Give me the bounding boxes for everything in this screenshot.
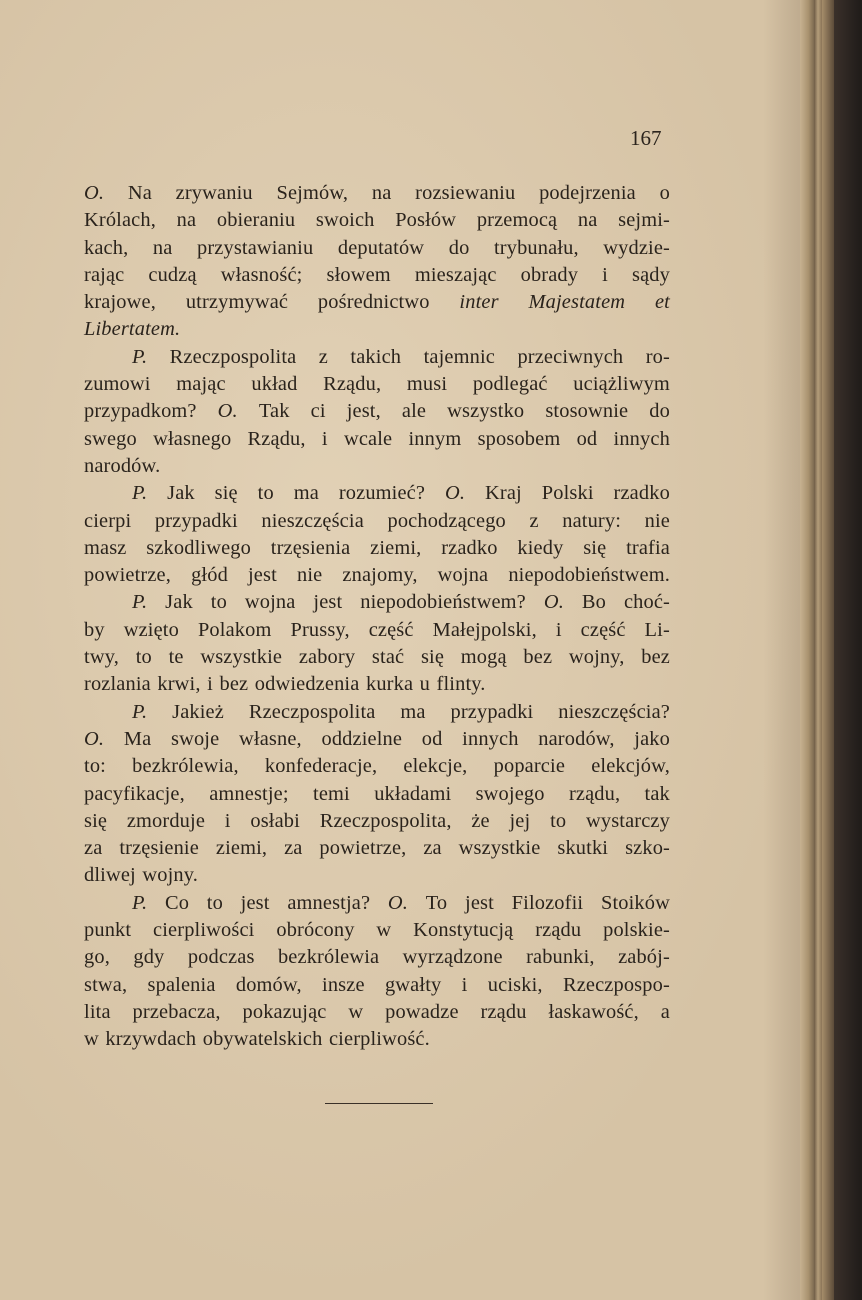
word: cudzą [148,263,197,286]
word: Bo [581,591,606,614]
word: innych [613,427,670,450]
word: od [576,427,598,450]
word: O. [217,400,238,423]
word: układami [374,782,452,805]
page-number: 167 [630,126,662,150]
word: P. [132,700,148,723]
word: Konstytucją [413,919,514,942]
page-edge [800,0,814,1300]
word: szkodliwego [146,536,251,559]
text-line [84,808,670,835]
word: Kraj [485,482,522,505]
word: zrywaniu [175,182,253,204]
text-line [84,781,670,808]
page-edge [822,0,834,1300]
word: O. [387,891,409,914]
word: ro- [645,345,670,368]
word: Prussy, [290,618,350,641]
word: P. [132,591,148,614]
word: rozsiewaniu [415,182,516,204]
word: uciążliwym [573,373,670,396]
text-line [84,753,670,780]
text-line [84,1026,670,1053]
text-line [84,699,670,726]
word: łaskawość, [548,1000,639,1023]
word: i [461,973,468,996]
book-cover-edge [834,0,862,1300]
word: podejrzenia [539,182,636,204]
word: ma [400,700,426,723]
word: przeciwnych [517,345,624,368]
word: część [580,618,626,641]
word: Jak [165,591,193,614]
word: się [84,809,108,832]
word: innym [408,427,462,450]
word: przebacza, [132,1000,221,1023]
word: Filozofii [511,891,584,914]
text-line [84,316,670,343]
word: swoich [315,209,375,232]
word: jako [634,727,670,750]
text-line [84,180,670,207]
word: za [284,837,303,860]
word: mając [176,373,226,396]
word: musi [406,373,448,396]
word: Li- [644,618,670,641]
word: Stoików [600,891,670,914]
word: rzadko [613,482,670,505]
word: Tak [258,400,290,423]
word: jej [509,809,531,832]
word: to [550,809,567,832]
word: wcale [343,427,393,450]
word: nie [644,509,670,532]
word: wszystkie [200,646,283,669]
word: z [529,509,539,532]
word: sejmi- [618,209,670,232]
word: się [583,536,607,559]
word: od [421,727,443,750]
word: spalenia [147,973,216,996]
word: temi [313,782,350,805]
word: deputatów [337,236,425,259]
text-line [84,917,670,944]
text-line [84,862,670,889]
word: Posłów [395,209,457,232]
word: nie [296,564,323,587]
word: wszystko [447,400,525,423]
word: to [206,891,223,914]
word: P. [132,345,148,368]
word: stać [371,646,405,669]
text-line [84,535,670,562]
word: sądy [631,263,670,286]
word: rozumieć? [338,482,426,505]
word: stosownie [545,400,629,423]
word: trafia [626,536,670,559]
word: powadze [385,1000,459,1023]
word: niepodobieństwem. [508,564,670,587]
word: cierpliwości [153,919,255,942]
text-line [84,644,670,671]
word: Królach, [84,209,156,232]
text-line [84,944,670,971]
word: choć- [623,591,670,614]
word: szko- [625,837,670,860]
word: rabunki, [526,946,595,969]
end-rule [325,1103,433,1104]
word: trzęsienie [119,837,199,860]
word: swego [84,427,137,450]
word: dliwej [84,864,136,887]
word: sposobem [477,427,561,450]
word: wyrządzone [402,946,503,969]
word: polskie- [603,919,670,942]
word: innych [462,727,519,750]
word: jest, [346,400,381,423]
word: własność; [220,263,303,286]
word: P. [132,482,148,505]
word: insze [322,973,365,996]
text-line [84,835,670,862]
text-line [84,344,670,371]
word: niepodobieństwem? [360,591,526,614]
text-line [84,426,670,453]
word: krzywdach [105,1028,197,1051]
word: Małejpolski, [432,618,537,641]
word: rozlania [84,673,151,696]
word: to [210,591,227,614]
word: jest [465,891,494,914]
word: przypadki [450,700,534,723]
word: elekcjów, [591,755,670,778]
word: podlegać [472,373,548,396]
word: w [376,919,392,942]
word: bez [641,646,670,669]
word: i [224,809,231,832]
word: To [425,891,448,914]
word: obywatelskich [202,1028,323,1051]
word: O. [84,727,105,750]
word: z [318,345,328,368]
word: kurka [365,673,414,696]
word: jest [240,891,270,914]
word: stwa, [84,973,128,996]
word: to [135,646,152,669]
text-line [84,398,670,425]
word: Jakież [172,700,224,723]
word: powietrze, [84,564,171,587]
word: uciski, [487,973,543,996]
word: ziemi, [215,837,268,860]
word: Rządu, [323,373,382,396]
page-edge [814,0,822,1300]
word: skutki [557,837,609,860]
word: bezkrólewia [277,946,380,969]
word: na [176,209,197,232]
word: jest [313,591,343,614]
word: bez [219,673,249,696]
text-line [84,589,670,616]
word: Jak [167,482,195,505]
word: kach, [84,236,129,259]
text-line [84,999,670,1026]
word: O. [444,482,466,505]
word: to: [84,755,106,778]
word: głód [191,564,228,587]
word: na [577,209,598,232]
word: poparcie [493,755,566,778]
word: mogą [460,646,507,669]
text-line [84,262,670,289]
text-line [84,289,670,316]
word: w [84,1028,99,1051]
word: odwiedzenia [254,673,360,696]
word: i [555,618,562,641]
word: się [420,646,445,669]
word: na [152,236,173,259]
word: wzięto [123,618,179,641]
word: pochodzącego [387,509,506,532]
text-line [84,972,670,999]
word: mieszając [414,263,497,286]
word: Majestatem [528,291,626,314]
text-line [84,726,670,753]
word: zabój- [618,946,670,969]
word: Polakom [197,618,272,641]
word: własnego [153,427,232,450]
word: Polski [541,482,594,505]
text-line [84,371,670,398]
word: rzadko [441,536,498,559]
word: przypadki [154,509,238,532]
word: za [423,837,442,860]
word: swojego [475,782,545,805]
word: rządu, [568,782,621,805]
word: wszystkie [458,837,541,860]
word: twy, [84,646,119,669]
word: ci [310,400,326,423]
text-line [84,617,670,644]
word: go, [84,946,110,969]
word: za [84,837,103,860]
word: obrady [520,263,579,286]
word: przemocą [476,209,558,232]
word: Sejmów, [276,182,349,204]
word: by [84,618,105,641]
word: układ [251,373,298,396]
word: cierpi [84,509,132,532]
word: rządu [535,919,582,942]
word: podczas [187,946,255,969]
text-line [84,671,670,698]
word: znajomy, [342,564,418,587]
word: Libertatem. [84,318,181,341]
word: narodów, [538,727,615,750]
word: amnestje; [209,782,289,805]
word: jest [247,564,277,587]
word: natury: [562,509,622,532]
word: oddzielne [321,727,403,750]
word: tak [644,782,670,805]
word: trybunału, [493,236,579,259]
text-line [84,508,670,535]
word: i [207,673,213,696]
word: Rzeczpospolita [248,700,376,723]
body-text [84,180,670,1054]
word: et [654,291,670,314]
word: pokazując [242,1000,327,1023]
word: bez [523,646,553,669]
word: kiedy [517,536,564,559]
word: przypadkom? [84,400,197,423]
word: nieszczęścia? [558,700,670,723]
word: i [602,263,608,286]
word: te [168,646,184,669]
word: obrócony [276,919,355,942]
word: konfederacje, [264,755,378,778]
word: pośrednictwo [317,291,430,314]
word: krajowe, [84,291,156,314]
word: amnestja? [287,891,371,914]
word: punkt [84,919,132,942]
word: O. [84,182,105,204]
word: utrzymywać [185,291,289,314]
text-line [84,207,670,234]
word: ma [293,482,319,505]
word: wojna [244,591,296,614]
word: gdy [133,946,165,969]
word: Rzeczpospolita [169,345,297,368]
word: tajemnic [423,345,495,368]
word: nieszczęścia [261,509,364,532]
word: w [348,1000,364,1023]
word: bezkrólewia, [132,755,239,778]
word: lita [84,1000,111,1023]
word: wojna [437,564,489,587]
word: u [419,673,431,696]
word: rządu [480,1000,527,1023]
word: zumowi [84,373,151,396]
word: do [448,236,470,259]
word: wydzie- [603,236,670,259]
word: własne, [239,727,302,750]
word: Na [127,182,152,204]
word: a [660,1000,670,1023]
word: wojny. [142,864,199,887]
word: ale [401,400,427,423]
word: P. [132,891,148,914]
word: gwałty [384,973,442,996]
word: cierpliwość. [328,1028,430,1051]
text-line [84,235,670,262]
word: obieraniu [216,209,296,232]
word: osłabi [250,809,300,832]
word: O. [543,591,564,614]
word: słowem [326,263,391,286]
word: Rzeczpospo- [562,973,670,996]
word: inter [459,291,499,314]
word: zabory [298,646,356,669]
word: narodów. [84,454,161,477]
word: masz [84,536,127,559]
word: trzęsienia [270,536,351,559]
word: wojny, [568,646,625,669]
word: część [368,618,414,641]
word: wystarczy [585,809,670,832]
word: rając [84,263,125,286]
word: to [257,482,274,505]
word: elekcje, [403,755,468,778]
word: zmorduje [126,809,206,832]
word: pacyfikacje, [84,782,185,805]
text-line [84,453,670,480]
word: przystawianiu [196,236,314,259]
word: się [214,482,238,505]
word: ziemi, [370,536,422,559]
word: krwi, [157,673,201,696]
text-line [84,562,670,589]
word: domów, [235,973,302,996]
word: o [659,182,670,204]
word: i [321,427,328,450]
word: na [371,182,392,204]
word: swoje [170,727,220,750]
text-line [84,890,670,917]
word: Rzeczpospolita, [319,809,452,832]
word: Co [164,891,190,914]
word: Ma [123,727,152,750]
word: że [471,809,490,832]
text-line [84,480,670,507]
word: Rządu, [247,427,306,450]
word: powietrze, [319,837,407,860]
word: takich [350,345,402,368]
word: do [649,400,670,423]
word: flinty. [436,673,486,696]
